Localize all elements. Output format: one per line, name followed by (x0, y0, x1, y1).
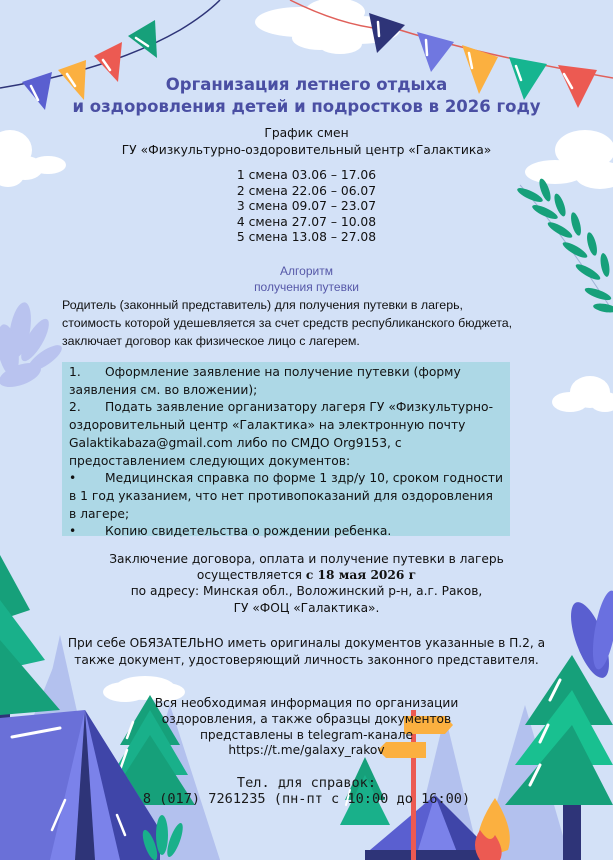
step-1 (69, 364, 503, 399)
contract-line-2-prefix: осуществляется (196, 568, 306, 583)
algorithm-intro (62, 296, 582, 350)
title-line-2: и оздоровления детей и подростков в 2026 году (72, 97, 541, 116)
step-2-text: Подать заявление организатору лагеря ГУ «Физкультурно-оздоровительный центр «Галактика» на электронную почту Galaktikabaza@gmail.com либо по СМДО Org9153, с предоставлением следующих документов: (69, 400, 494, 468)
required-note-line-1: При себе ОБЯЗАТЕЛЬНО иметь оригиналы документов указанные в П.2, а (67, 636, 546, 650)
contract-info (0, 551, 613, 616)
intro-line: стоимость которой удешевляется за счет средств республиканского бюджета, (62, 316, 513, 330)
title-line-1: Организация летнего отдыха (165, 75, 448, 94)
shift-list (0, 168, 613, 246)
intro-line: Родитель (законный представитель) для получения путевки в лагерь, (62, 298, 463, 312)
step-2-number: 2. (69, 400, 81, 415)
document-item (69, 523, 503, 541)
info-line-3: представлены в telegram-канале (199, 727, 414, 742)
shift-item: 1 смена 03.06 – 17.06 (236, 168, 377, 182)
step-2 (69, 399, 503, 470)
contract-line-1: Заключение договора, оплата и получение путевки в лагерь (109, 552, 504, 566)
document-item-text: Копию свидетельства о рождении ребенка. (105, 524, 392, 539)
required-documents-note (0, 635, 613, 668)
shift-item: 2 смена 22.06 – 06.07 (236, 183, 377, 198)
contract-organization: ГУ «ФОЦ «Галактика». (233, 600, 380, 615)
phone-label: Тел. для справок: (236, 775, 377, 791)
leaf-left (0, 301, 65, 392)
shift-item: 4 смена 27.07 – 10.08 (236, 214, 377, 229)
step-1-text: Оформление заявление на получение путевки (форму заявления см. во вложении); (69, 365, 461, 397)
steps-box (62, 362, 510, 539)
bullet-icon: • (69, 471, 77, 486)
info-line-1: Вся необходимая информация по организации (154, 696, 459, 710)
bullet-icon: • (69, 524, 77, 539)
required-note-line-2: также документ, удостоверяющий личность законного представителя. (74, 652, 539, 667)
algorithm-heading-line-2: получения путевки (254, 280, 359, 294)
phone-info (0, 775, 613, 807)
info-line-2: оздоровления, а также образцы документов (161, 711, 452, 726)
contract-start-date: с 18 мая 2026 г (305, 568, 417, 583)
shift-item: 3 смена 09.07 – 23.07 (236, 199, 377, 213)
shift-item: 5 смена 13.08 – 27.08 (236, 230, 377, 244)
intro-line: заключает договор как физическое лицо с лагерем. (62, 334, 360, 348)
document-item (69, 470, 503, 523)
phone-number[interactable]: 8 (017) 7261235 (пн-пт с 10:00 до 16:00) (142, 791, 471, 807)
telegram-info (0, 696, 613, 759)
step-1-number: 1. (69, 365, 81, 379)
contract-address: по адресу: Минская обл., Воложинский р-н, а.г. Раков, (130, 584, 483, 599)
telegram-link[interactable]: https://t.me/galaxy_rakov (228, 743, 385, 758)
schedule-organization: ГУ «Физкультурно-оздоровительный центр «Галактика» (121, 143, 492, 157)
algorithm-heading (0, 263, 613, 295)
cloud-right-mid (552, 376, 613, 412)
document-item-text: Медицинская справка по форме 1 здр/у 10, сроком годности в 1 год указанием, что нет противопоказаний для оздоровления в лагере; (69, 471, 503, 521)
algorithm-heading-line-1: Алгоритм (280, 264, 333, 278)
schedule-heading: График смен (264, 126, 349, 140)
contract-line-2 (0, 567, 613, 583)
page-title (0, 74, 613, 118)
